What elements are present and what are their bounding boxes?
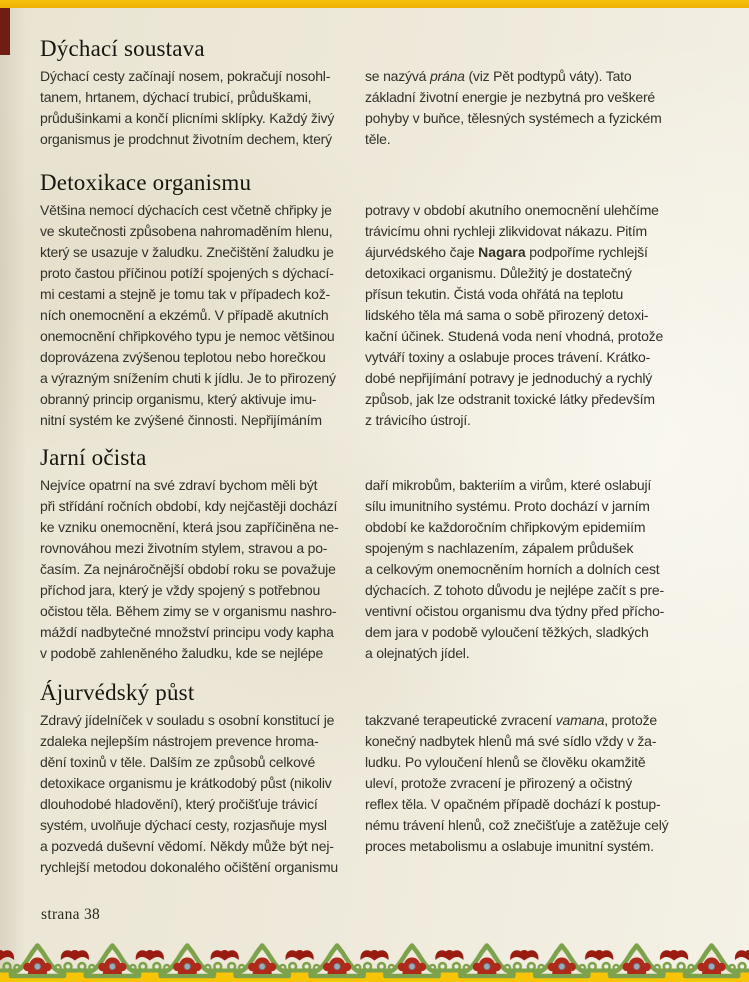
top-left-maroon-strip [0,8,10,55]
text-line: obranný princip organismu, který aktivuje imu- [40,391,317,407]
text-line: dlouhodobé hladovění), který pročišťuje trávicí [40,796,318,812]
text-line: z trávicího ústrojí. [365,412,471,428]
text-line: a výrazným snížením chuti k jídlu. Je to přirozený [40,370,336,386]
text-line: nitní systém ke zvýšené činnosti. Nepřijímáním [40,412,322,428]
text-line: rovnováhou mezi životním stylem, stravou a po- [40,540,328,556]
text-line: zdaleka nejlepším nástrojem prevence hroma- [40,733,319,749]
page-number-label: strana 38 [41,906,101,923]
top-gold-strip [0,0,749,8]
text-line: systém, uvolňuje dýchací cesty, rozjasňuje mysl [40,817,327,833]
text-column-left [40,200,358,431]
text-line: ke vzniku onemocnění, která jsou zapříčiněna ne- [40,519,339,535]
text-line: časím. Za nejnáročnější období roku se považuje [40,561,336,577]
text-line: máždí nadbytečné množství principu vody kapha [40,624,334,640]
text-line: kační účinek. Studená voda není vhodná, protože [365,328,664,344]
text-line: uleví, protože zvracení je přirozený a očistný [365,775,633,791]
text-line: detoxikace organismu je krátkodobý půst (nikoliv [40,775,332,791]
text-column-right [365,66,710,150]
text-line: konečný nadbytek hlenů má své sídlo vždy v ža- [365,733,657,749]
text-line: lidského těla má sama o sobě přirozený detoxi- [365,307,649,323]
two-column-text [40,475,710,664]
text-line: ájurvédského čaje Nagara podpoříme rychlejší [365,244,648,260]
section-heading: Dýchací soustava [40,36,205,61]
two-column-text [40,66,710,150]
text-line: daří mikrobům, bakteriím a virům, které oslabují [365,477,652,493]
text-line: a pozvedá duševní vědomí. Někdy může být nej- [40,838,334,854]
text-line: dem jara v podobě vyloučení těžkých, sladkých [365,624,649,640]
text-line: dění toxinů v těle. Dalším ze způsobů celkové [40,754,316,770]
text-line: přísun tekutin. Čistá voda ohřátá na teplotu [365,286,624,302]
text-line: způsob, jak lze odstranit toxické látky především [365,391,655,407]
text-line: Nejvíce opatrní na své zdraví bychom měli být [40,477,318,493]
text-line: základní životní energie je nezbytná pro veškeré [365,89,656,105]
text-line: ventivní očistou organismu dva týdny před přícho- [365,603,665,619]
text-line: a celkovým onemocněním horních a dolních cest [365,561,660,577]
text-line: ludku. Po vyloučení hlenů se člověku okamžitě [365,754,646,770]
text-line: tanem, hrtanem, dýchací trubicí, průduškami, [40,89,312,105]
text-line: Zdravý jídelníček v souladu s osobní konstitucí je [40,712,335,728]
text-line: v podobě zahleněného žaludku, kde se nejlépe [40,645,324,661]
text-line: nému trávení hlenů, což znečišťuje a zatěžuje celý [365,817,669,833]
text-line: proto častou příčinou potíží spojených s dýchací- [40,265,334,281]
two-column-text [40,200,710,431]
section-heading: Jarní očista [40,445,147,470]
text-line: vytváří toxiny a oslabuje proces trávení. Krátko- [365,349,651,365]
text-line: průdušinkami a končí plicními sklípky. Každý živý [40,110,335,126]
text-line: sílu imunitního systému. Proto dochází v jarním [365,498,650,514]
section-detoxikace-organismu [40,170,710,431]
two-column-text [40,710,710,878]
text-line: se nazývá prána (viz Pět podtypů váty). Tato [365,68,632,84]
text-line: rychlejší metodou dokonalého očištění organismu [40,859,338,875]
text-column-left [40,475,358,664]
text-line: očistou těla. Během zimy se v organismu nashro- [40,603,337,619]
text-line: reflex těla. V opačném případě dochází k postup- [365,796,661,812]
text-line: takzvané terapeutické zvracení vamana, protože [365,712,657,728]
section-jarni-ocista [40,445,710,664]
text-line: období ke každoročním chřipkovým epidemiím [365,519,646,535]
text-line: který se usazuje v žaludku. Znečištění žaludku je [40,244,334,260]
text-line: Většina nemocí dýchacích cest včetně chřipky je [40,202,332,218]
text-line: dobé nepřijímání potravy je jednoduchý a rychlý [365,370,653,386]
text-column-right [365,475,710,664]
section-heading: Detoxikace organismu [40,170,252,195]
text-column-left [40,710,358,878]
text-line: pohyby v buňce, tělesných systémech a fyzickém [365,110,662,126]
text-line: těle. [365,131,391,147]
text-line: doprovázena zvýšenou teplotou nebo horečkou [40,349,326,365]
text-line: a olejnatých jídel. [365,645,470,661]
text-line: příchod jara, který je vždy spojený s potřebnou [40,582,321,598]
text-line: ve skutečnosti způsobena nahromaděním hlenu, [40,223,333,239]
text-column-right [365,710,710,857]
text-line: při střídání ročních období, kdy nejčastěji dochází [40,498,338,514]
section-ajurvedsky-pust [40,680,710,878]
section-heading: Ájurvédský půst [40,680,195,705]
text-line: mi cestami a stejně je tomu tak v případech kož- [40,286,330,302]
text-line: spojeným s nachlazením, zápalem průdušek [365,540,634,556]
text-line: dýchacích. Z tohoto důvodu je nejlépe začít s pre- [365,582,664,598]
text-line: detoxikaci organismu. Důležitý je dostatečný [365,265,632,281]
text-line: trávicímu ohni rychleji zlikvidovat nákazu. Pitím [365,223,647,239]
text-column-left [40,66,358,150]
text-line: Dýchací cesty začínají nosem, pokračují nosohl- [40,68,331,84]
text-line: organismus je prodchnut životním dechem, který [40,131,332,147]
text-line: potravy v období akutního onemocnění ulehčíme [365,202,659,218]
text-line: proces metabolismu a oslabuje imunitní systém. [365,838,654,854]
text-line: onemocnění chřipkového typu je nemoc většinou [40,328,335,344]
text-column-right [365,200,710,431]
text-line: ních onemocnění a ekzémů. V případě akutních [40,307,329,323]
bottom-ornament-border [0,940,749,982]
page-number [41,906,100,924]
section-dychaci-soustava [40,36,710,150]
